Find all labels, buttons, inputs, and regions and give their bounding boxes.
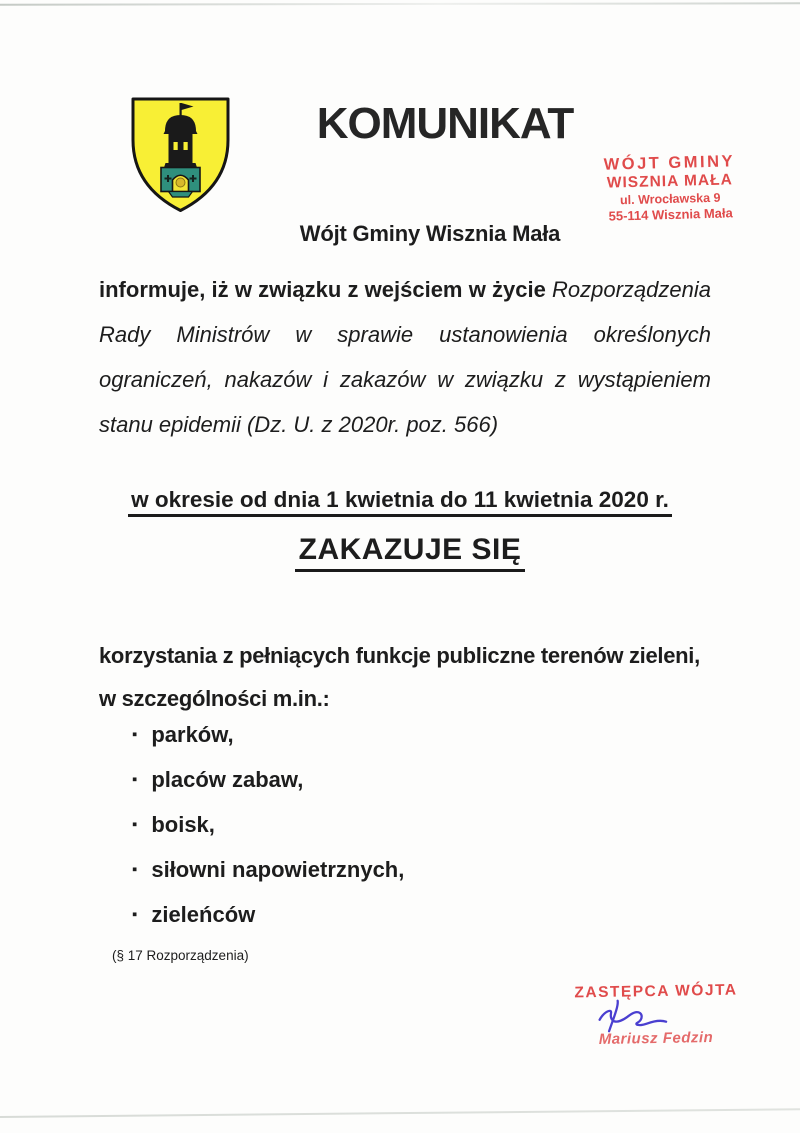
list-item xyxy=(132,723,404,748)
period-heading-text: w okresie od dnia 1 kwietnia do 11 kwietnia 2020 r. xyxy=(128,487,672,517)
signatory-name: Mariusz Fedzin xyxy=(598,1029,714,1048)
list-item-label: boisk, xyxy=(151,812,215,837)
office-address-stamp xyxy=(596,151,744,225)
stamp-line: WISZNIA MAŁA xyxy=(606,171,734,192)
scan-artifact-line xyxy=(0,2,800,5)
intro-paragraph xyxy=(99,267,711,447)
prohibition-heading xyxy=(20,533,800,572)
square-bullet-icon: ▪ xyxy=(132,816,138,833)
footnote: (§ 17 Rozporządzenia) xyxy=(112,948,249,963)
list-item xyxy=(132,858,404,883)
square-bullet-icon: ▪ xyxy=(132,726,138,743)
scan-artifact-line xyxy=(0,1108,800,1117)
square-bullet-icon: ▪ xyxy=(132,906,138,923)
body-line: korzystania z pełniących funkcje publiczne terenów zieleni, xyxy=(99,643,700,668)
intro-italic-text: Rozporządzenia Rady Ministrów w sprawie ustanowienia określonych ograniczeń, nakazów i zakazów w związku z wystąpieniem stanu epidemii (Dz. U. z 2020r. poz. 566) xyxy=(99,277,711,437)
list-item-label: zieleńców xyxy=(151,902,256,927)
stamp-line: WÓJT GMINY xyxy=(603,152,736,174)
list-item-label: placów zabaw, xyxy=(151,767,304,792)
prohibition-heading-text: ZAKAZUJE SIĘ xyxy=(295,533,526,572)
square-bullet-icon: ▪ xyxy=(132,861,138,878)
list-item xyxy=(132,768,404,793)
stamp-line: ul. Wrocławska 9 xyxy=(619,190,721,208)
body-paragraph xyxy=(99,634,729,720)
signature-block xyxy=(550,983,762,1047)
document-subtitle: Wójt Gminy Wisznia Mała xyxy=(299,221,561,246)
stamp-line: 55-114 Wisznia Mała xyxy=(608,205,733,224)
signature-title: ZASTĘPCA WÓJTA xyxy=(574,981,738,1002)
body-line: w szczególności m.in.: xyxy=(99,686,330,711)
intro-bold-text: informuje, iż w związku z wejściem w życie xyxy=(99,277,553,302)
list-item-label: siłowni napowietrznych, xyxy=(151,857,405,882)
period-heading xyxy=(0,487,800,517)
prohibited-items-list xyxy=(132,723,404,948)
list-item-label: parków, xyxy=(151,722,234,747)
square-bullet-icon: ▪ xyxy=(132,771,138,788)
list-item xyxy=(132,903,404,928)
list-item xyxy=(132,813,404,838)
document-title: KOMUNIKAT xyxy=(316,99,574,148)
